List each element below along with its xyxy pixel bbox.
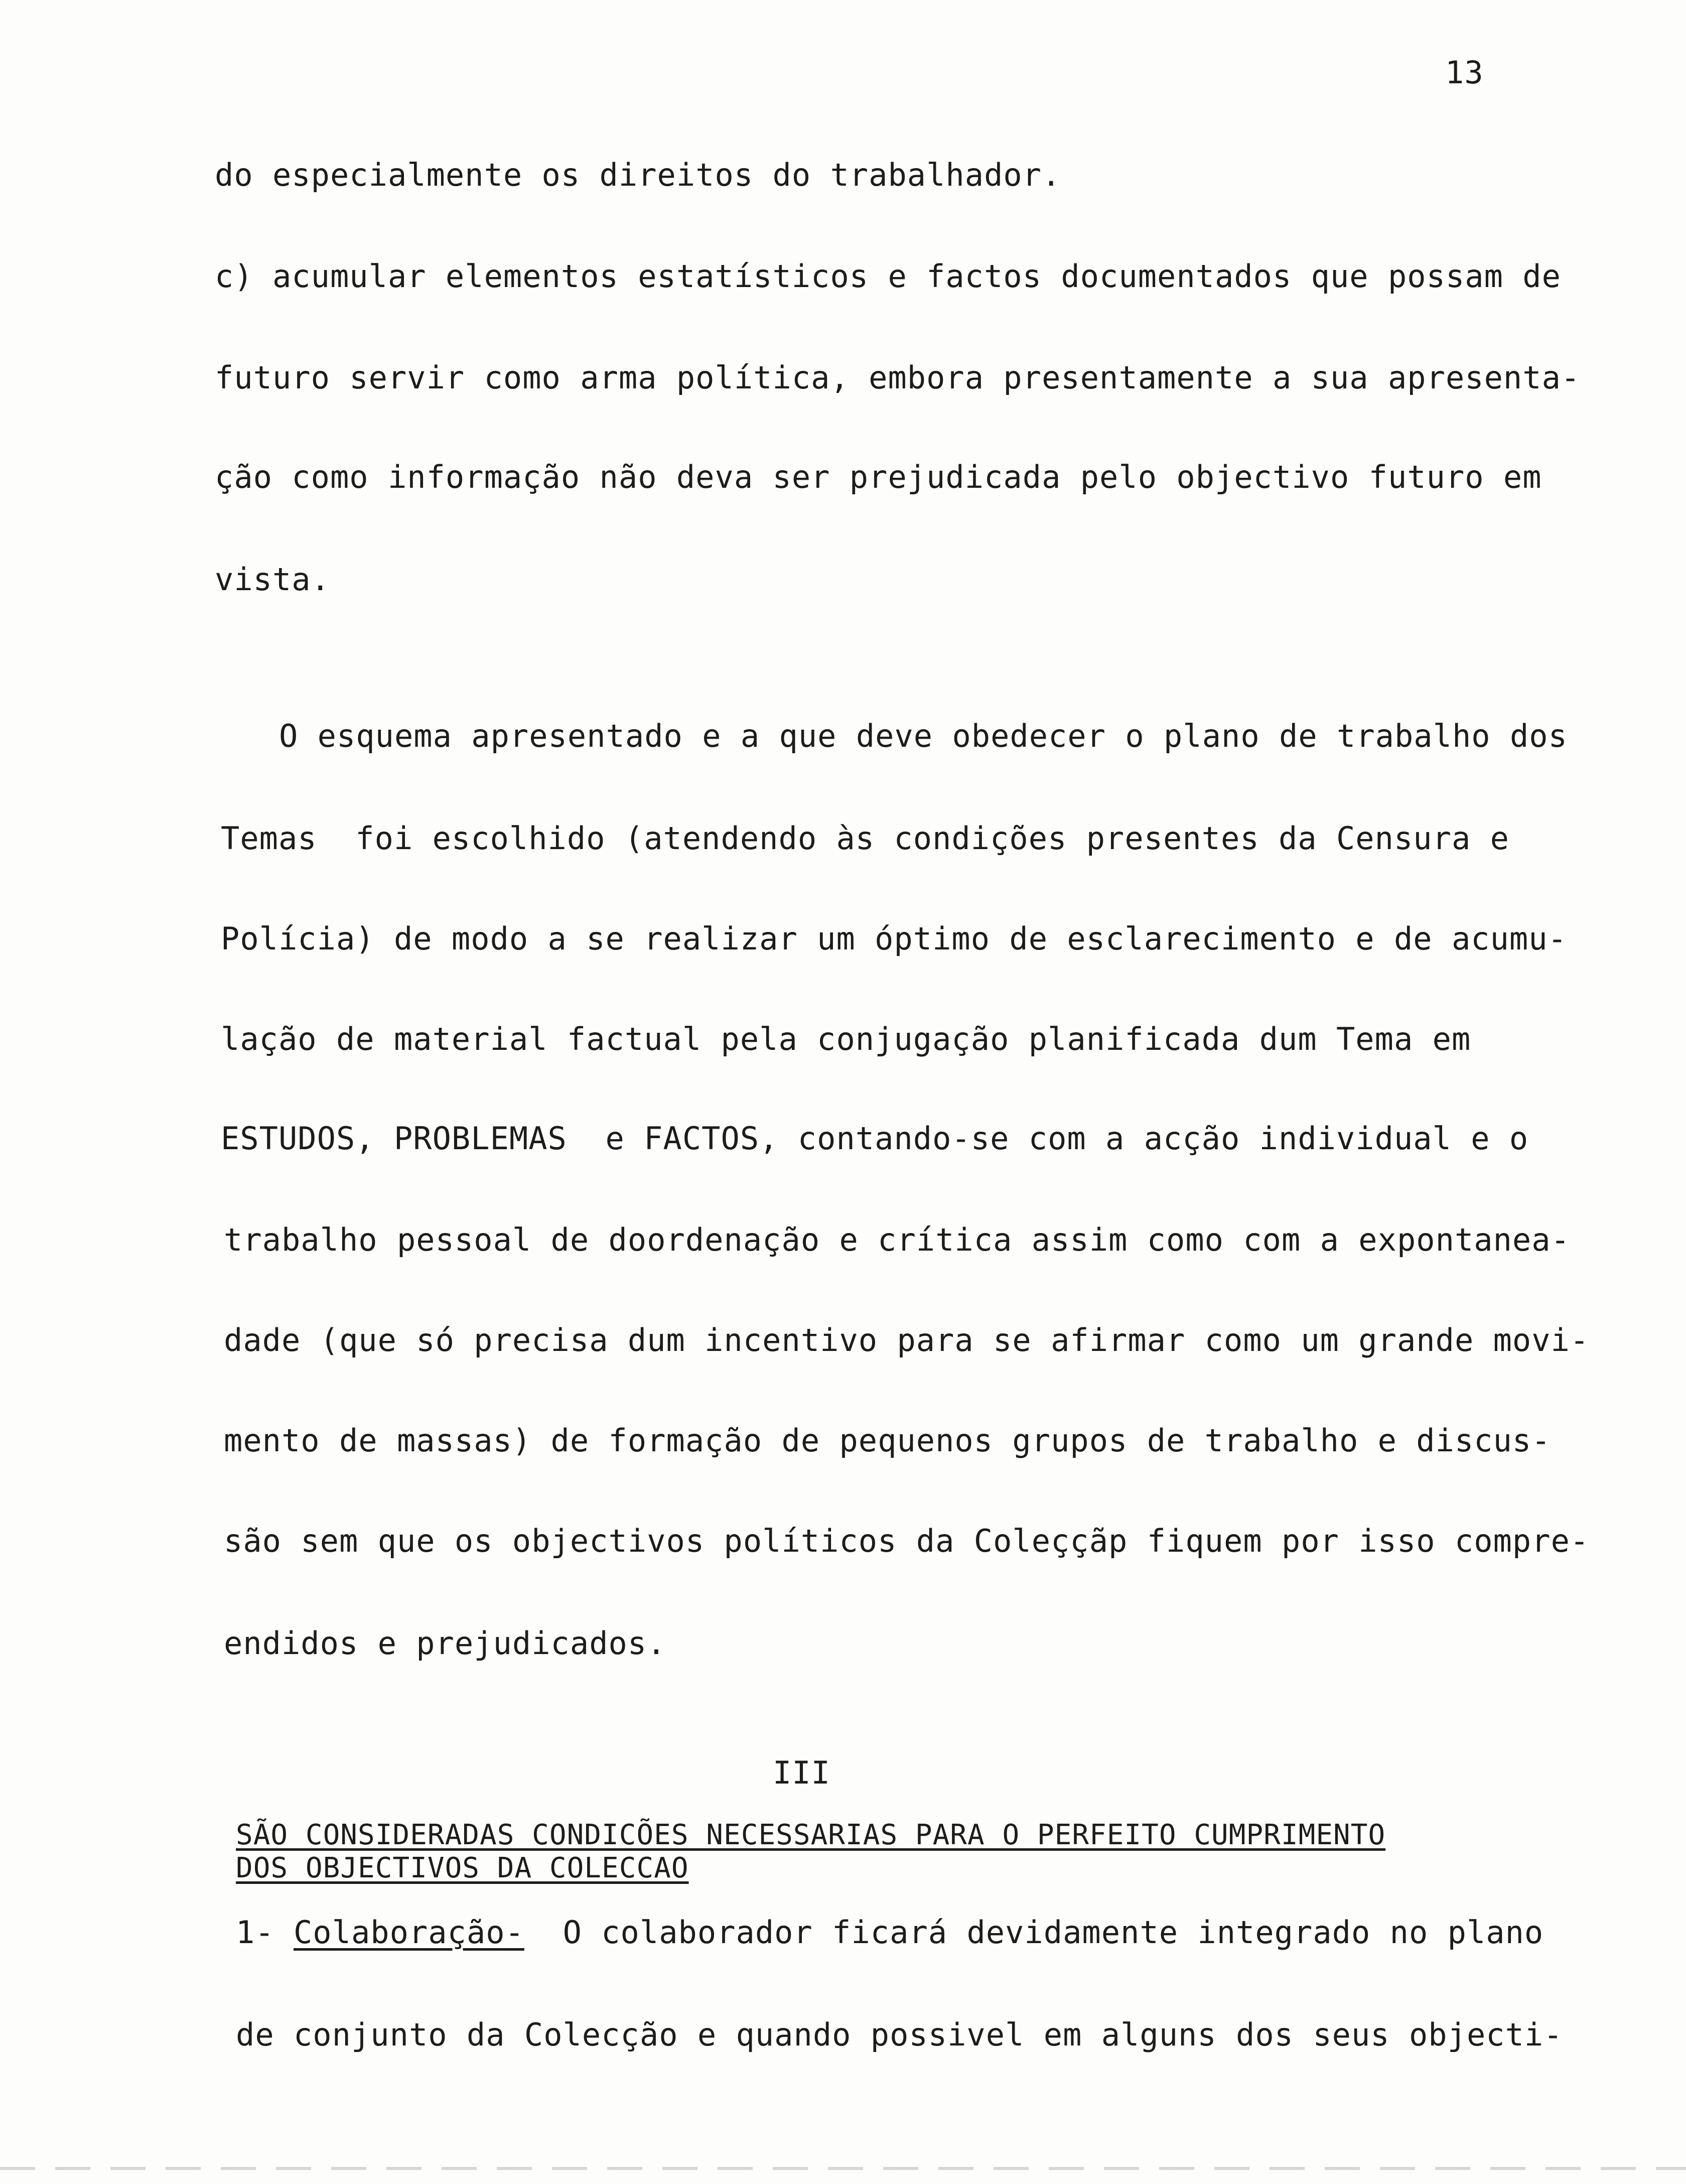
text-line: endidos e prejudicados. <box>224 1625 666 1662</box>
text-line: ção como informação não deva ser prejudicada pelo objectivo futuro em <box>215 459 1542 495</box>
text-line: futuro servir como arma política, embora presentamente a sua apresenta- <box>215 359 1581 396</box>
section-title-line: DOS OBJECTIVOS DA COLECCAO <box>236 1852 689 1884</box>
text-line: são sem que os objectivos políticos da Coleççãp fiquem por isso compre- <box>224 1523 1590 1559</box>
text-line: c) acumular elementos estatísticos e factos documentados que possam de <box>215 258 1561 295</box>
list-item-number: 1- <box>236 1914 294 1951</box>
text-line: ESTUDOS, PROBLEMAS e FACTOS, contando-se com a acção individual e o <box>221 1120 1529 1157</box>
section-title-line: SÃO CONSIDERADAS CONDICÕES NECESSARIAS PARA O PERFEITO CUMPRIMENTO <box>236 1819 1386 1851</box>
text-line: Temas foi escolhido (atendendo às condições presentes da Censura e <box>221 820 1509 857</box>
text-line: lação de material factual pela conjugação planificada dum Tema em <box>221 1021 1471 1057</box>
list-item-text: O colaborador ficará devidamente integrado no plano <box>524 1914 1544 1951</box>
scan-edge <box>0 2167 1686 2170</box>
list-item-label: Colaboração- <box>293 1914 524 1951</box>
page-number: 13 <box>1445 54 1484 91</box>
list-item <box>236 1914 1544 1951</box>
section-number: III <box>773 1754 830 1791</box>
text-line: do especialmente os direitos do trabalhador. <box>215 157 1061 193</box>
text-line: trabalho pessoal de doordenação e crítica assim como com a expontanea- <box>224 1221 1570 1258</box>
text-line: dade (que só precisa dum incentivo para se afirmar como um grande movi- <box>224 1322 1590 1358</box>
text-line: Polícia) de modo a se realizar um óptimo de esclarecimento e de acumu- <box>221 920 1567 957</box>
text-line: de conjunto da Colecção e quando possivel em alguns dos seus objecti- <box>236 2016 1563 2053</box>
text-line: mento de massas) de formação de pequenos grupos de trabalho e discus- <box>224 1422 1551 1459</box>
text-line: O esquema apresentado e a que deve obedecer o plano de trabalho dos <box>279 718 1568 754</box>
text-line: vista. <box>215 561 330 598</box>
